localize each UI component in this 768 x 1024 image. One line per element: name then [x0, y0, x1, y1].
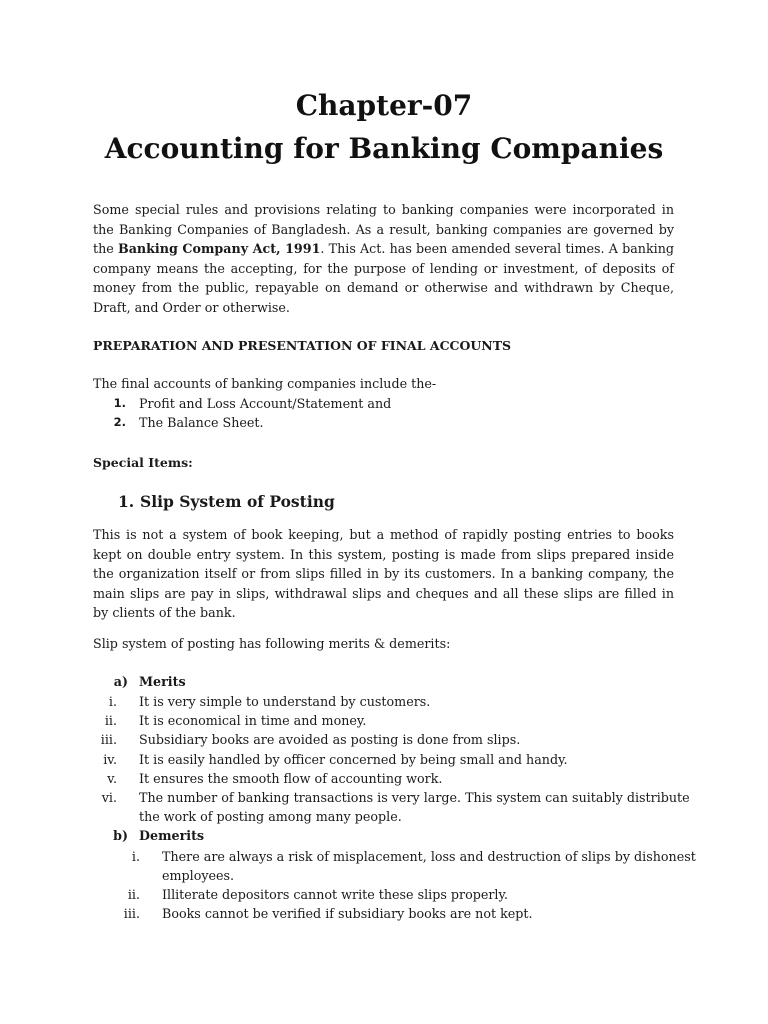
- special-items-heading: Special Items:: [93, 455, 193, 470]
- merit-6-line-1: The number of banking transactions is very large. This system can suitably distribute: [139, 790, 690, 805]
- section-1-number: 1.: [118, 492, 135, 511]
- chapter-title: Chapter-07: [295, 89, 473, 122]
- demerit-3-num: iii.: [123, 906, 140, 921]
- merit-2: It is economical in time and money.: [139, 713, 367, 728]
- merit-4-num: iv.: [103, 752, 117, 767]
- demerit-3: Books cannot be verified if subsidiary books are not kept.: [162, 906, 533, 921]
- final-accounts-item-2: The Balance Sheet.: [139, 415, 264, 430]
- merit-6-num: vi.: [101, 790, 117, 805]
- slip-description: This is not a system of book keeping, but a method of rapidly posting entries to books kept on double entry system. In this system, posting is made from slips prepared inside the organization itself or from slips filled in by its customers. In a banking company, the main slips are pay in slips, withdrawal slips and cheques and all these slips are filled in by clients of the bank.: [93, 527, 674, 620]
- prep-heading: PREPARATION AND PRESENTATION OF FINAL ACCOUNTS: [93, 338, 512, 353]
- section-1-title: Slip System of Posting: [140, 492, 335, 511]
- merit-3: Subsidiary books are avoided as posting is done from slips.: [139, 732, 521, 747]
- merit-5-num: v.: [107, 771, 117, 786]
- merit-4: It is easily handled by officer concerned by being small and handy.: [139, 752, 568, 767]
- merit-1-num: i.: [108, 694, 117, 709]
- merit-1: It is very simple to understand by customers.: [139, 694, 431, 709]
- intro-paragraph: [93, 200, 674, 317]
- demerit-1-line-2: employees.: [162, 868, 235, 883]
- merits-label: a): [113, 674, 128, 689]
- final-accounts-intro: The final accounts of banking companies include the-: [93, 376, 437, 391]
- final-accounts-item-2-num: 2.: [113, 415, 126, 429]
- demerit-2: Illiterate depositors cannot write these slips properly.: [162, 887, 508, 902]
- merit-3-num: iii.: [100, 732, 117, 747]
- final-accounts-item-1-num: 1.: [113, 396, 126, 410]
- demerits-label: b): [113, 828, 128, 843]
- intro-text-1: Some special rules and provisions relating to banking companies were incorporated in the Banking Companies of Bangladesh. As a result, banking companies are governed by the: [93, 202, 674, 256]
- merit-5: It ensures the smooth flow of accounting work.: [139, 771, 443, 786]
- demerit-2-num: ii.: [127, 887, 140, 902]
- chapter-subtitle: Accounting for Banking Companies: [104, 132, 664, 165]
- merits-heading: Merits: [139, 674, 186, 689]
- merit-6-line-2: the work of posting among many people.: [139, 809, 402, 824]
- merit-2-num: ii.: [104, 713, 117, 728]
- demerits-heading: Demerits: [139, 828, 205, 843]
- intro-act-name: Banking Company Act, 1991: [117, 241, 321, 256]
- demerit-1-num: i.: [131, 849, 140, 864]
- final-accounts-item-1: Profit and Loss Account/Statement and: [139, 396, 392, 411]
- merits-intro: Slip system of posting has following merits & demerits:: [93, 636, 451, 651]
- demerit-1-line-1: There are always a risk of misplacement, loss and destruction of slips by dishonest: [162, 849, 696, 864]
- intro-text-2: . This Act. has been amended several times. A banking company means the accepting, for the purpose of lending or investment, of deposits of money from the public, repayable on demand or otherwise and withdrawn by Cheque, Draft, and Order or otherwise.: [93, 241, 674, 315]
